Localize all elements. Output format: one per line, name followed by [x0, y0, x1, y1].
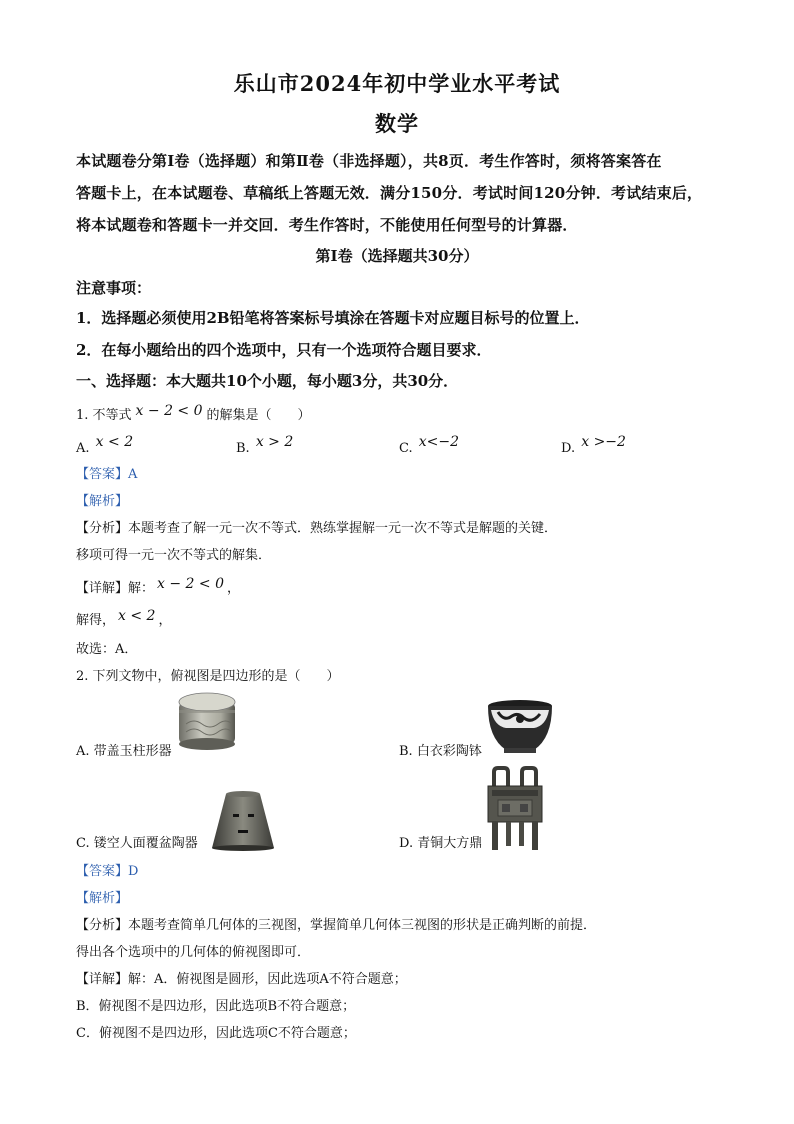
q2-option-a-label: A. 带盖玉柱形器	[76, 744, 172, 759]
q1-stem	[76, 404, 311, 423]
q1-analysis-tag: 【解析】	[76, 494, 129, 509]
q1-option-d	[561, 434, 626, 456]
q2-stem: 2. 下列文物中，俯视图是四边形的是（ ）	[76, 669, 340, 684]
part-heading: 一、选择题：本大题共10个小题，每小题3分，共30分．	[76, 372, 459, 390]
q1-option-a-math: x < 2	[95, 434, 134, 450]
q1-option-c-label: C.	[399, 441, 413, 456]
q2-option-d-label: D. 青铜大方鼎	[399, 836, 483, 851]
intro-line-1: 本试题卷分第Ⅰ卷（选择题）和第Ⅱ卷（非选择题），共8页．考生作答时，须将答案答在	[76, 152, 662, 170]
q1-detail-comma-1: ，	[227, 581, 241, 596]
section-heading: 第Ⅰ卷（选择题共30分）	[315, 247, 479, 265]
painted-pottery-bowl-icon	[484, 698, 556, 756]
q1-stem-suffix: 的解集是（ ）	[206, 408, 311, 423]
q1-option-a-label: A.	[76, 441, 90, 456]
face-mask-pottery-icon	[206, 790, 280, 852]
q1-option-d-math: x >−2	[581, 434, 626, 450]
q2-detail-line-3: C．俯视图不是四边形，因此选项C不符合题意；	[76, 1026, 356, 1041]
q1-option-b-label: B.	[236, 441, 250, 456]
q1-stem-math: x − 2 < 0	[135, 403, 203, 419]
q2-analysis-line-2: 得出各个选项中的几何体的俯视图即可．	[76, 945, 311, 960]
bronze-square-ding-icon	[484, 766, 546, 854]
q1-option-b-math: x > 2	[255, 434, 294, 450]
q2-analysis-tag: 【解析】	[76, 891, 129, 906]
intro-line-3: 将本试题卷和答题卡一并交回．考生作答时，不能使用任何型号的计算器．	[76, 216, 578, 234]
q2-option-b-label: B. 白衣彩陶钵	[399, 744, 482, 759]
q1-detail-comma-2: ，	[158, 613, 172, 628]
jade-cylinder-icon	[176, 690, 238, 752]
q2-detail-line-2: B．俯视图不是四边形，因此选项B不符合题意；	[76, 999, 356, 1014]
q1-detail-math-2: x < 2	[118, 608, 156, 624]
q1-option-c-math: x<−2	[418, 434, 460, 450]
intro-line-2: 答题卡上，在本试题卷、草稿纸上答题无效．满分150分．考试时间120分钟．考试结束后，	[76, 184, 703, 202]
q1-detail-prefix: 【详解】解：	[76, 581, 155, 596]
q1-detail-math-1: x − 2 < 0	[157, 576, 224, 592]
q1-analysis-line-2: 移项可得一元一次不等式的解集．	[76, 548, 272, 563]
q1-option-d-label: D.	[561, 441, 576, 456]
exam-title: 乐山市2024年初中学业水平考试	[233, 71, 561, 96]
q1-solve	[76, 609, 171, 628]
q1-solve-prefix: 解得，	[76, 613, 116, 628]
notes-item-2: 2．在每小题给出的四个选项中，只有一个选项符合题目要求．	[76, 341, 492, 359]
q1-option-b	[236, 434, 294, 456]
q1-answer: 【答案】A	[76, 467, 138, 482]
q2-analysis-line-1: 【分析】本题考查简单几何体的三视图，掌握简单几何体三视图的形状是正确判断的前提．	[76, 918, 597, 933]
subject-title: 数学	[375, 111, 419, 136]
notes-item-1: 1．选择题必须使用2B铅笔将答案标号填涂在答题卡对应题目标号的位置上．	[76, 309, 590, 327]
q2-option-c-label: C. 镂空人面覆盆陶器	[76, 836, 198, 851]
q1-option-a	[76, 434, 134, 456]
q1-detail	[76, 577, 240, 596]
q1-analysis-line-1: 【分析】本题考查了解一元一次不等式．熟练掌握解一元一次不等式是解题的关键．	[76, 521, 558, 536]
q2-detail-line-1: 【详解】解：A．俯视图是圆形，因此选项A不符合题意；	[76, 972, 407, 987]
q1-choose: 故选：A．	[76, 642, 138, 657]
q2-answer: 【答案】D	[76, 864, 139, 879]
q1-stem-prefix: 1. 不等式	[76, 408, 132, 423]
q1-option-c	[399, 434, 460, 456]
notes-heading: 注意事项：	[76, 279, 152, 297]
